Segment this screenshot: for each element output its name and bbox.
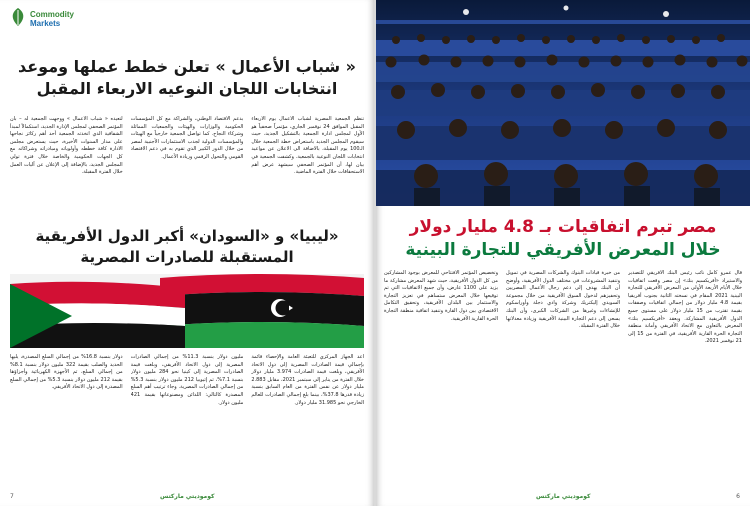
headline2-line2: المستقبلة للصادرات المصرية (80, 248, 294, 266)
logo-text (30, 10, 74, 28)
headline-line1 (382, 216, 744, 239)
leaf-icon (8, 6, 28, 28)
logo-line2: Markets (30, 19, 61, 28)
body-column: مليون دولار بنسبة 11.3% من إجمالي الصادرات المصرية إلى دول الاتحاد الأفريقي، وبلغت قيمة الصادرات المصرية إلى كينيا نحو 284 مليون دولار بنسبة 7.1%، ثم إثيوبيا 212 مليون دولار بنسبة 5.3% من إجمالي الصادرات المصرية. وجاء ترتيب أهم السلع المصدرة كالتالي: اللدائن ومصنوعاتها بقيمة 421 مليون دولار. (130, 354, 244, 406)
right-page (376, 0, 750, 506)
libya-flag (160, 274, 364, 348)
body-column: لتعيده « شباب الأعمال » ووجهت الجمعية له – بأن المؤتمر الصحفي لمجلس الإدارة الجديد، استكمالاً لمبدأ الشفافية الذي اتخذته الجمعية أحد أهم ركائز نجاحها على مدار السنوات الأخيرة، حيث يستعرض مجلس الادارة كافة خططه وأولوياته ومبادراته وشراكاته مع كل الجهات الحكومية والخاصة خلال فترة تولي المجلس الجديد، بالإضافة إلى الإعلان عن آليات العمل خلال الفترة المقبلة. (9, 116, 123, 176)
left-page (0, 0, 374, 506)
headline-line1: « شباب الأعمال » تعلن خطط عملها وموعد (18, 57, 356, 76)
headline2-line1: «ليبيا» و «السودان» أكبر الدول الأفريقية (35, 227, 339, 245)
body-column: قال عمرو كامل نائب رئيس البنك الأفريقي للتصدير والاستيراد «أفريكسيم بنك» إن مصر وقعت اتفاقيات خلال الأيام الأربعة الأولى من المعرض الأفريقي للتجارة البينية 2021 المقام في نسخته الثانية بجنوب أفريقيا بقيمة 4.8 مليار دولار من إجمالي اتفاقيات وصفقات بقيمة تقترب من 15 مليار دولار على مستوى جميع الدول الأفريقية المشاركة. ويعقد «أفريكسيم بنك» المعرض بالتعاون مع الاتحاد الأفريقي وأمانة منطقة التجارة الحرة القارية الأفريقية، في الفترة من 15 إلى 21 نوفمبر 2021. (628, 270, 742, 345)
headline-line2: انتخابات اللجان النوعيه الاربعاء المقبل (36, 79, 338, 98)
body-column: وتخصيص المؤتمر الافتتاحي للمعرض بوجود المشاركين من كل الدول الأفريقية، حيث شهد المعرض مشاركة ما يزيد على 1100 عارض، وأن جميع الاتفاقيات التي تم توقيعها خلال المعرض ستساهم في تعزيز التجارة والاستثمار بين البلدان الأفريقية، وتحقيق التكامل الاقتصادي بين دول القارة وتنفيذ اتفاقية منطقة التجارة الحرة القارية الأفريقية. (384, 270, 498, 322)
page-number: 6 (736, 493, 740, 500)
headline-amount: 4.8 (503, 217, 534, 237)
body-column: من خبرة قيادات البنوك والشركات المصرية في تمويل وتنفيذ المشروعات في مختلف الدول الأفريقية، وأوضح أن البنك يهدف إلى دعم رجال الأعمال المصريين وتحفيزهم لدخول السوق الأفريقية من خلال مجموعة السويدي إليكتريك وشركة وادي دجلة وأوراسكوم للإنشاءات وغيرها من الشركات الكبرى، وأن البنك يسعى إلى دعم التجارة البينية الأفريقية وزيادة معدلاتها خلال الفترة المقبلة. (506, 270, 620, 330)
headline-line1-pre: مصر تبرم اتفاقيات بـ (533, 217, 717, 237)
body-column: أعد الجهاز المركزي للتعبئة العامة والإحصاء قائمة بإجمالي قيمة الصادرات المصرية إلى دول الاتحاد الأفريقي، وبلغت قيمة الصادرات 3.974 مليار دولار خلال الفترة من يناير إلى سبتمبر 2021، مقابل 2.883 مليار دولار عن نفس الفترة من العام السابق بنسبة زيادة قدرها 37.8%، بينما بلغ إجمالي الصادرات للعالم الخارجي نحو 31.985 مليار دولار. (251, 354, 364, 406)
article-body-youth-business (10, 116, 364, 212)
commodity-markets-logo (8, 6, 98, 36)
body-column: بدعم الاقتصاد الوطني، والشراكة مع كل المؤسسات الحكومية والوزارات والهيئات والجمعيات المماثلة وشركاء النجاح. كما تواصل الجمعية خارجياً مع الهيئات والمؤسسات الدولية لجذب الاستثمارات الأجنبية لمصر من خلال الدور الكبير الذي تقوم به في دعم الاقتصاد القومي والتحول الرقمي وريادة الأعمال. (130, 116, 244, 160)
article-headline-trade-agreements (382, 216, 744, 262)
libya-sudan-flags-image (10, 274, 364, 348)
footer-brand: كوموديتي ماركتس (536, 493, 591, 500)
article-headline-libya-sudan (10, 226, 364, 268)
body-column: دولار بنسبة 16.8% من إجمالي السلع المصدرة، يليها الحديد والصلب بقيمة 322 مليون دولار بنسبة 8.1% من إجمالي السلع، ثم الأجهزة الكهربائية وأجزاؤها بقيمة 212 مليون دولار بنسبة 5.3% من إجمالي السلع المصدرة إلى دول الاتحاد الأفريقي. (9, 354, 123, 391)
body-column: تنظم الجمعية المصرية لشباب الأعمال يوم الأربعاء المقبل الموافق 24 نوفمبر الجاري، مؤتمراً صحفياً هو الأول لمجلس ادارة الجمعية بالتشكيل الجديد، حيث سيقوم المجلس الجديد باستعراض خطة الجمعية خلال الـ100 يوم المقبلة، بالاضافة الى الاعلان عن مواعيد انتخابات اللجان النوعية بالجمعية. وكشفت الجمعية في بيان لها، أن المؤتمر الصحفي سيشهد عرض أهم الاستحقاقات خلال الفترة الماضية. (251, 116, 364, 176)
conference-audience-photo (376, 0, 750, 206)
headline-line1-post: مليار دولار (409, 217, 504, 237)
article-body-trade-agreements (384, 270, 742, 480)
logo-line1: Commodity (30, 10, 74, 19)
article-headline-youth-business (10, 56, 364, 100)
sudan-flag (10, 282, 185, 348)
footer-brand: كوموديتي ماركتس (160, 493, 215, 500)
headline-line2: خلال المعرض الأفريقي للتجارة البينية (405, 240, 721, 260)
page-number: 7 (10, 493, 14, 500)
article-body-libya-sudan (10, 354, 364, 480)
